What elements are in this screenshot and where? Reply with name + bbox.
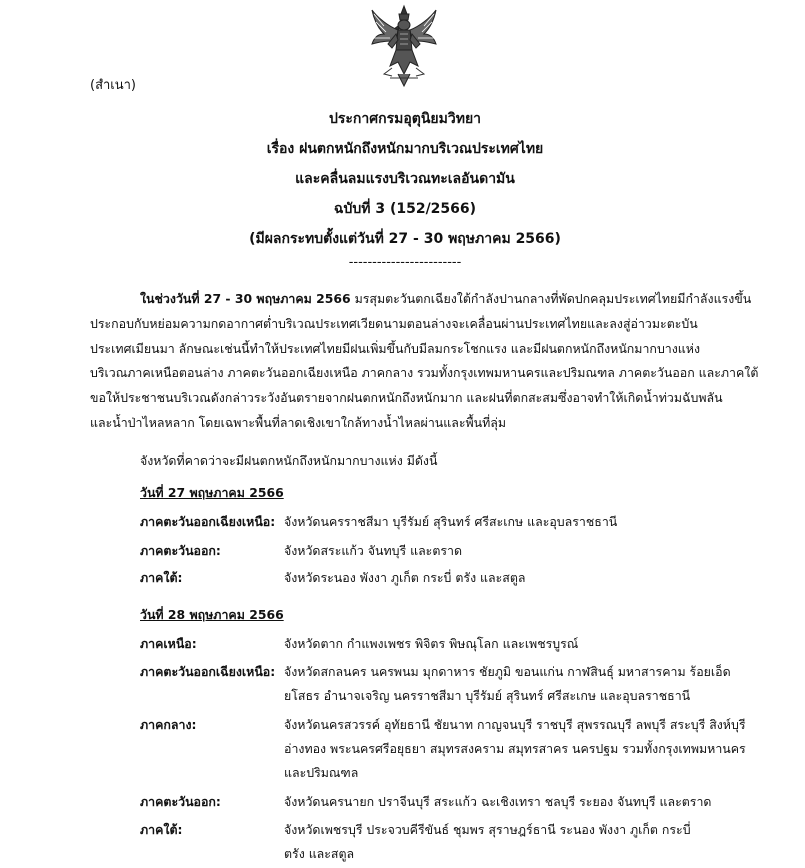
effective-dates: (มีผลกระทบตั้งแต่วันที่ 27 - 30 พฤษภาคม 2566) [249, 231, 561, 247]
region-name: ภาคตะวันออกเฉียงเหนือ: [140, 664, 276, 679]
garuda-emblem-icon [370, 4, 438, 88]
province-line: จังหวัดสระแก้ว จันทบุรี และตราด [284, 543, 463, 558]
paragraph-lead: ในช่วงวันที่ 27 - 30 พฤษภาคม 2566 [140, 291, 351, 306]
copy-label: (สำเนา) [90, 78, 137, 93]
paragraph-line: ประกอบกับหย่อมความกดอากาศต่ำบริเวณประเทศเวียดนามตอนล่างจะเคลื่อนผ่านประเทศไทยและลงสู่อ่าวมะตะบัน [90, 315, 698, 331]
province-line: จังหวัดสกลนคร นครพนม มุกดาหาร ชัยภูมิ ขอนแก่น กาฬสินธุ์ มหาสารคาม ร้อยเอ็ด [284, 664, 731, 679]
region-name: ภาคเหนือ: [140, 636, 197, 651]
region-name: ภาคใต้: [140, 822, 183, 837]
province-line: อ่างทอง พระนครศรีอยุธยา สมุทรสงคราม สมุทรสาคร นครปฐม รวมทั้งกรุงเทพมหานคร [284, 741, 746, 756]
province-line: จังหวัดนครราชสีมา บุรีรัมย์ สุรินทร์ ศรีสะเกษ และอุบลราชธานี [284, 514, 618, 529]
paragraph-line: และน้ำป่าไหลหลาก โดยเฉพาะพื้นที่ลาดเชิงเขาใกล้ทางน้ำไหลผ่านและพื้นที่ลุ่ม [90, 414, 507, 430]
province-list [284, 790, 754, 814]
paragraph-line [90, 287, 752, 312]
province-list [284, 539, 754, 563]
region-name: ภาคตะวันออกเฉียงเหนือ: [140, 514, 276, 529]
province-line: จังหวัดนครสวรรค์ อุทัยธานี ชัยนาท กาญจนบุรี ราชบุรี สุพรรณบุรี ลพบุรี สระบุรี สิงห์บุรี [284, 717, 746, 732]
paragraph-line-rest: มรสุมตะวันตกเฉียงใต้กำลังปานกลางที่พัดปกคลุมประเทศไทยมีกำลังแรงขึ้น [350, 291, 752, 306]
province-list [284, 632, 754, 656]
day-heading: วันที่ 28 พฤษภาคม 2566 [140, 607, 284, 622]
body-paragraph [90, 287, 759, 436]
province-line: จังหวัดระนอง พังงา ภูเก็ต กระบี่ ตรัง และสตูล [284, 570, 526, 585]
province-line: จังหวัดเพชรบุรี ประจวบคีรีขันธ์ ชุมพร สุราษฎร์ธานี ระนอง พังงา ภูเก็ต กระบี่ [284, 822, 691, 837]
region-name: ภาคกลาง: [140, 717, 197, 732]
paragraph-line: บริเวณภาคเหนือตอนล่าง ภาคตะวันออกเฉียงเหนือ ภาคกลาง รวมทั้งกรุงเทพมหานครและปริมณฑล ภาคตะวันออก และภาคใต้ [90, 365, 759, 381]
province-line: ยโสธร อำนาจเจริญ นครราชสีมา บุรีรัมย์ สุรินทร์ ศรีสะเกษ และอุบลราชธานี [284, 688, 691, 703]
region-name: ภาคตะวันออก: [140, 794, 221, 809]
region-name: ภาคตะวันออก: [140, 543, 221, 558]
subject-line: เรื่อง ฝนตกหนักถึงหนักมากบริเวณประเทศไทย [266, 141, 544, 157]
subject-line-2: และคลื่นลมแรงบริเวณทะเลอันดามัน [295, 171, 515, 187]
province-list [284, 510, 754, 534]
day-heading: วันที่ 27 พฤษภาคม 2566 [140, 485, 284, 500]
issue-number: ฉบับที่ 3 (152/2566) [333, 201, 477, 217]
announcement-title: ประกาศกรมอุตุนิยมวิทยา [328, 111, 482, 127]
region-name: ภาคใต้: [140, 570, 183, 585]
province-list [284, 713, 754, 785]
province-list [284, 566, 754, 590]
title-block [110, 104, 700, 272]
province-line: และปริมณฑล [284, 765, 359, 780]
provinces-intro: จังหวัดที่คาดว่าจะมีฝนตกหนักถึงหนักมากบางแห่ง มีดังนี้ [140, 453, 438, 468]
title-separator: ------------------------ [348, 255, 462, 270]
province-list [284, 818, 754, 866]
province-line: จังหวัดตาก กำแพงเพชร พิจิตร พิษณุโลก และเพชรบูรณ์ [284, 636, 579, 651]
province-line: ตรัง และสตูล [284, 846, 355, 861]
paragraph-line: ประเทศเมียนมา ลักษณะเช่นนี้ทำให้ประเทศไทยมีฝนเพิ่มขึ้นกับมีลมกระโชกแรง และมีฝนตกหนักถึงหนักมากบางแห่ง [90, 340, 701, 356]
province-line: จังหวัดนครนายก ปราจีนบุรี สระแก้ว ฉะเชิงเทรา ชลบุรี ระยอง จันทบุรี และตราด [284, 794, 712, 809]
paragraph-line: ขอให้ประชาชนบริเวณดังกล่าวระวังอันตรายจากฝนตกหนักถึงหนักมาก และฝนที่ตกสะสมซึ่งอาจทำให้เกิดน้ำท่วมฉับพลัน [90, 390, 723, 406]
province-list [284, 660, 754, 708]
